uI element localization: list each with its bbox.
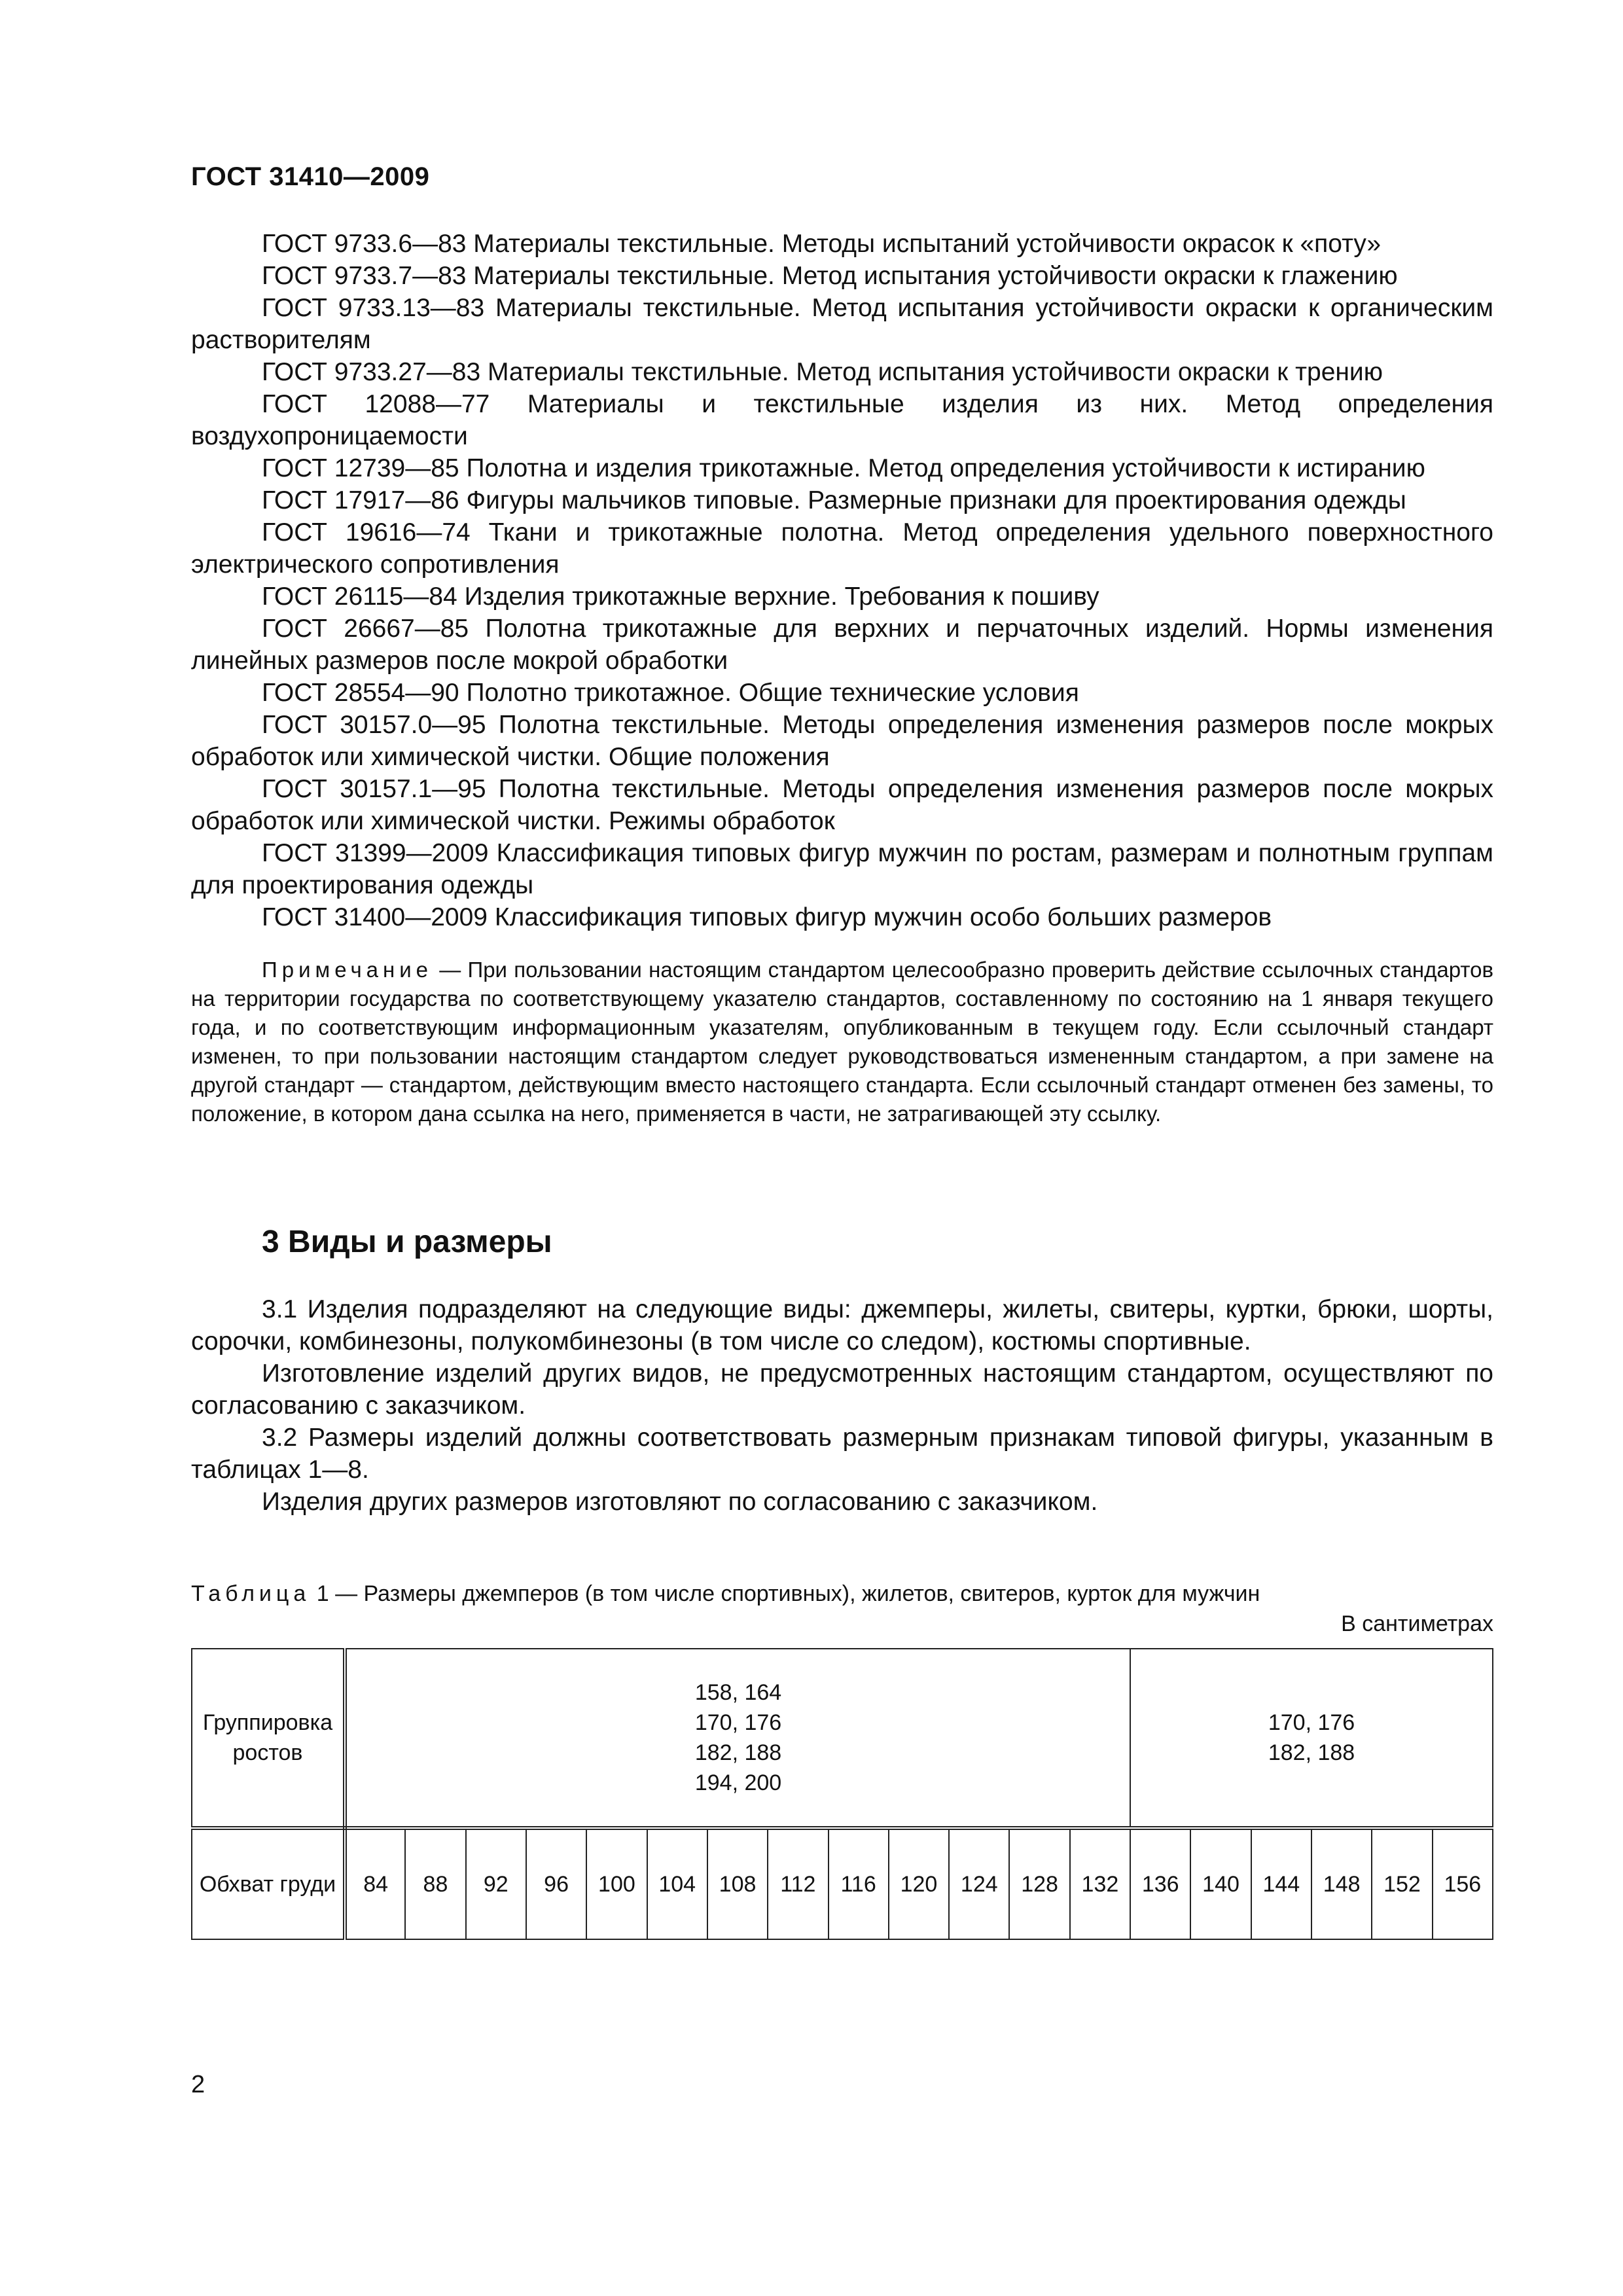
reference-item: ГОСТ 12739—85 Полотна и изделия трикотажные. Метод определения устойчивости к истиранию <box>262 454 1425 482</box>
row-header-chest: Обхват груди <box>192 1828 345 1939</box>
document-header: ГОСТ 31410—2009 <box>191 162 430 191</box>
chest-value-cell: 136 <box>1130 1828 1190 1939</box>
height-group-value: 194, 200 <box>694 1770 782 1795</box>
body-paragraph: Изделия других размеров изготовляют по согласованию с заказчиком. <box>262 1488 1098 1516</box>
row-header-height-groups: Группировка ростов <box>192 1649 345 1828</box>
chest-value-cell: 152 <box>1372 1828 1432 1939</box>
chest-value-cell: 156 <box>1433 1828 1493 1939</box>
height-group-value: 170, 176 <box>1268 1710 1355 1735</box>
reference-item: ГОСТ 19616—74 Ткани и трикотажные полотна. Метод определения удельного поверхностного электрического сопротивления <box>191 518 1493 579</box>
height-group-cell <box>1130 1649 1493 1828</box>
chest-value-cell: 92 <box>466 1828 526 1939</box>
chest-value-cell: 88 <box>405 1828 465 1939</box>
reference-item: ГОСТ 12088—77 Материалы и текстильные изделия из них. Метод определения воздухопроницаемости <box>191 390 1493 450</box>
table-row-height-groups <box>192 1649 1493 1828</box>
reference-item: ГОСТ 26667—85 Полотна трикотажные для верхних и перчаточных изделий. Нормы изменения линейных размеров после мокрой обработки <box>191 615 1493 675</box>
section-title: 3 Виды и размеры <box>262 1225 552 1259</box>
reference-item: ГОСТ 30157.1—95 Полотна текстильные. Методы определения изменения размеров после мокрых обработок или химической чистки. Режимы обработок <box>191 775 1493 835</box>
reference-item: ГОСТ 31399—2009 Классификация типовых фигур мужчин по ростам, размерам и полнотным группам для проектирования одежды <box>191 839 1493 899</box>
chest-value-cell: 100 <box>586 1828 647 1939</box>
note-text: — При пользовании настоящим стандартом целесообразно проверить действие ссылочных стандартов на территории государства по соответствующему указателю стандартов, составленному по состоянию на 1 января текущего года, и по соответствующим информационным указателям, опубликованным в текущем году. Если ссылочный стандарт изменен, то при пользовании настоящим стандартом следует руководствоваться измененным стандартом, а при замене на другой стандарт — стандартом, действующим вместо настоящего стандарта. Если ссылочный стандарт отменен без замены, то положение, в котором дана ссылка на него, применяется в части, не затрагивающей эту ссылку. <box>191 958 1493 1126</box>
section-body <box>191 1293 1493 1518</box>
reference-item: ГОСТ 26115—84 Изделия трикотажные верхние. Требования к пошиву <box>262 583 1099 611</box>
table-units: В сантиметрах <box>1341 1611 1493 1636</box>
chest-value-cell: 148 <box>1311 1828 1372 1939</box>
height-group-value: 182, 188 <box>1268 1740 1355 1765</box>
table-caption-text: 1 — Размеры джемперов (в том числе спортивных), жилетов, свитеров, курток для мужчин <box>310 1581 1260 1606</box>
chest-value-cell: 104 <box>647 1828 707 1939</box>
body-paragraph: 3.2 Размеры изделий должны соответствовать размерным признакам типовой фигуры, указанным в таблицах 1—8. <box>191 1424 1493 1484</box>
chest-value-cell: 116 <box>829 1828 889 1939</box>
reference-item: ГОСТ 30157.0—95 Полотна текстильные. Методы определения изменения размеров после мокрых обработок или химической чистки. Общие положения <box>191 711 1493 771</box>
height-group-value: 170, 176 <box>694 1710 782 1735</box>
reference-item: ГОСТ 17917—86 Фигуры мальчиков типовые. Размерные признаки для проектирования одежды <box>262 486 1406 514</box>
size-table <box>191 1648 1493 1940</box>
note-label: Примечание <box>262 958 433 982</box>
chest-value-cell: 140 <box>1190 1828 1251 1939</box>
chest-value-cell: 108 <box>707 1828 768 1939</box>
height-group-value: 158, 164 <box>694 1680 782 1705</box>
height-group-cell <box>345 1649 1130 1828</box>
chest-value-cell: 128 <box>1009 1828 1069 1939</box>
reference-item: ГОСТ 9733.6—83 Материалы текстильные. Методы испытаний устойчивости окрасок к «поту» <box>262 230 1382 258</box>
body-paragraph: 3.1 Изделия подразделяют на следующие виды: джемперы, жилеты, свитеры, куртки, брюки, шорты, сорочки, комбинезоны, полукомбинезоны (в том числе со следом), костюмы спортивные. <box>191 1295 1493 1355</box>
height-group-value: 182, 188 <box>694 1740 782 1765</box>
chest-value-cell: 84 <box>345 1828 405 1939</box>
reference-item: ГОСТ 9733.13—83 Материалы текстильные. Метод испытания устойчивости окраски к органическим растворителям <box>191 294 1493 354</box>
chest-value-cell: 144 <box>1251 1828 1311 1939</box>
table-row-chest <box>192 1828 1493 1939</box>
table-caption-label: Таблица <box>191 1581 311 1606</box>
reference-item: ГОСТ 31400—2009 Классификация типовых фигур мужчин особо больших размеров <box>262 903 1272 931</box>
chest-value-cell: 112 <box>768 1828 828 1939</box>
chest-value-cell: 124 <box>949 1828 1009 1939</box>
page-number: 2 <box>191 2071 205 2098</box>
body-paragraph: Изготовление изделий других видов, не предусмотренных настоящим стандартом, осуществляют по согласованию с заказчиком. <box>191 1359 1493 1420</box>
reference-item: ГОСТ 28554—90 Полотно трикотажное. Общие технические условия <box>262 679 1079 707</box>
chest-value-cell: 132 <box>1070 1828 1130 1939</box>
note-paragraph <box>191 956 1493 1128</box>
chest-value-cell: 96 <box>526 1828 586 1939</box>
chest-value-cell: 120 <box>889 1828 949 1939</box>
reference-item: ГОСТ 9733.7—83 Материалы текстильные. Метод испытания устойчивости окраски к глажению <box>262 262 1398 290</box>
reference-item: ГОСТ 9733.27—83 Материалы текстильные. Метод испытания устойчивости окраски к трению <box>262 358 1383 386</box>
normative-references-list <box>191 228 1493 933</box>
table-caption <box>191 1581 1260 1607</box>
